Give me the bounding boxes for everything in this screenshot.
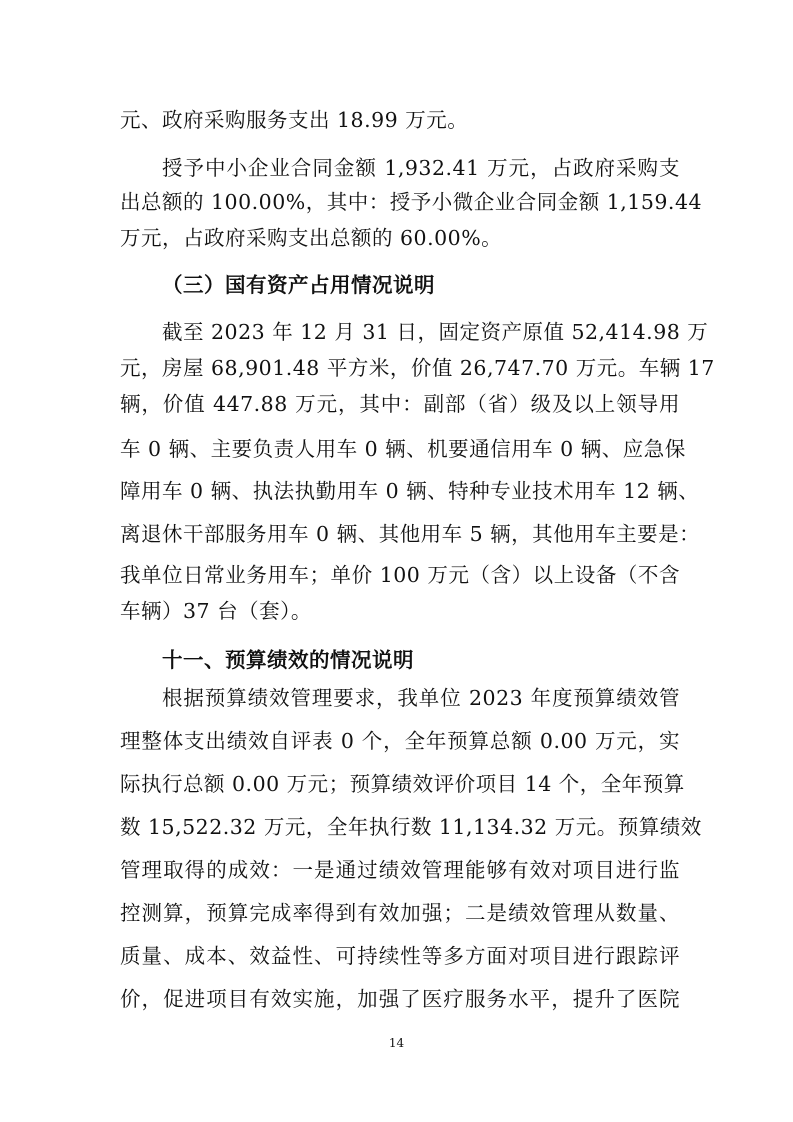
text-line: 元、政府采购服务支出 18.99 万元。 — [120, 108, 469, 132]
section-heading: （三）国有资产占用情况说明 — [162, 273, 435, 297]
text-line: 价，促进项目有效实施，加强了医疗服务水平，提升了医院 — [120, 987, 680, 1011]
text-line: 际执行总额 0.00 万元；预算绩效评价项目 14 个，全年预算 — [120, 772, 685, 796]
section-heading: 十一、预算绩效的情况说明 — [162, 648, 414, 672]
text-line: 元，房屋 68,901.48 平方米，价值 26,747.70 万元。车辆 17 — [120, 356, 715, 380]
text-line: 管理取得的成效：一是通过绩效管理能够有效对项目进行监 — [120, 858, 680, 882]
text-line: 车 0 辆、主要负责人用车 0 辆、机要通信用车 0 辆、应急保 — [120, 437, 686, 461]
text-line: 辆，价值 447.88 万元，其中：副部（省）级及以上领导用 — [120, 392, 680, 416]
text-line: 万元，占政府采购支出总额的 60.00%。 — [120, 226, 503, 250]
page-number: 14 — [388, 1036, 405, 1050]
text-line: 障用车 0 辆、执法执勤用车 0 辆、特种专业技术用车 12 辆、 — [120, 479, 700, 503]
text-line: 离退休干部服务用车 0 辆、其他用车 5 辆，其他用车主要是： — [120, 522, 701, 546]
text-line: 授予中小企业合同金额 1,932.41 万元，占政府采购支 — [162, 156, 680, 180]
text-line: 根据预算绩效管理要求，我单位 2023 年度预算绩效管 — [162, 686, 680, 710]
text-line: 车辆）37 台（套）。 — [120, 599, 312, 623]
text-line: 我单位日常业务用车；单价 100 万元（含）以上设备（不含 — [120, 563, 680, 587]
text-line: 出总额的 100.00%，其中：授予小微企业合同金额 1,159.44 — [120, 190, 703, 214]
text-line: 截至 2023 年 12 月 31 日，固定资产原值 52,414.98 万 — [162, 320, 709, 344]
text-line: 质量、成本、效益性、可持续性等多方面对项目进行跟踪评 — [120, 944, 680, 968]
text-line: 数 15,522.32 万元，全年执行数 11,134.32 万元。预算绩效 — [120, 815, 702, 839]
text-line: 控测算，预算完成率得到有效加强；二是绩效管理从数量、 — [120, 901, 680, 925]
text-line: 理整体支出绩效自评表 0 个，全年预算总额 0.00 万元，实 — [120, 729, 680, 753]
